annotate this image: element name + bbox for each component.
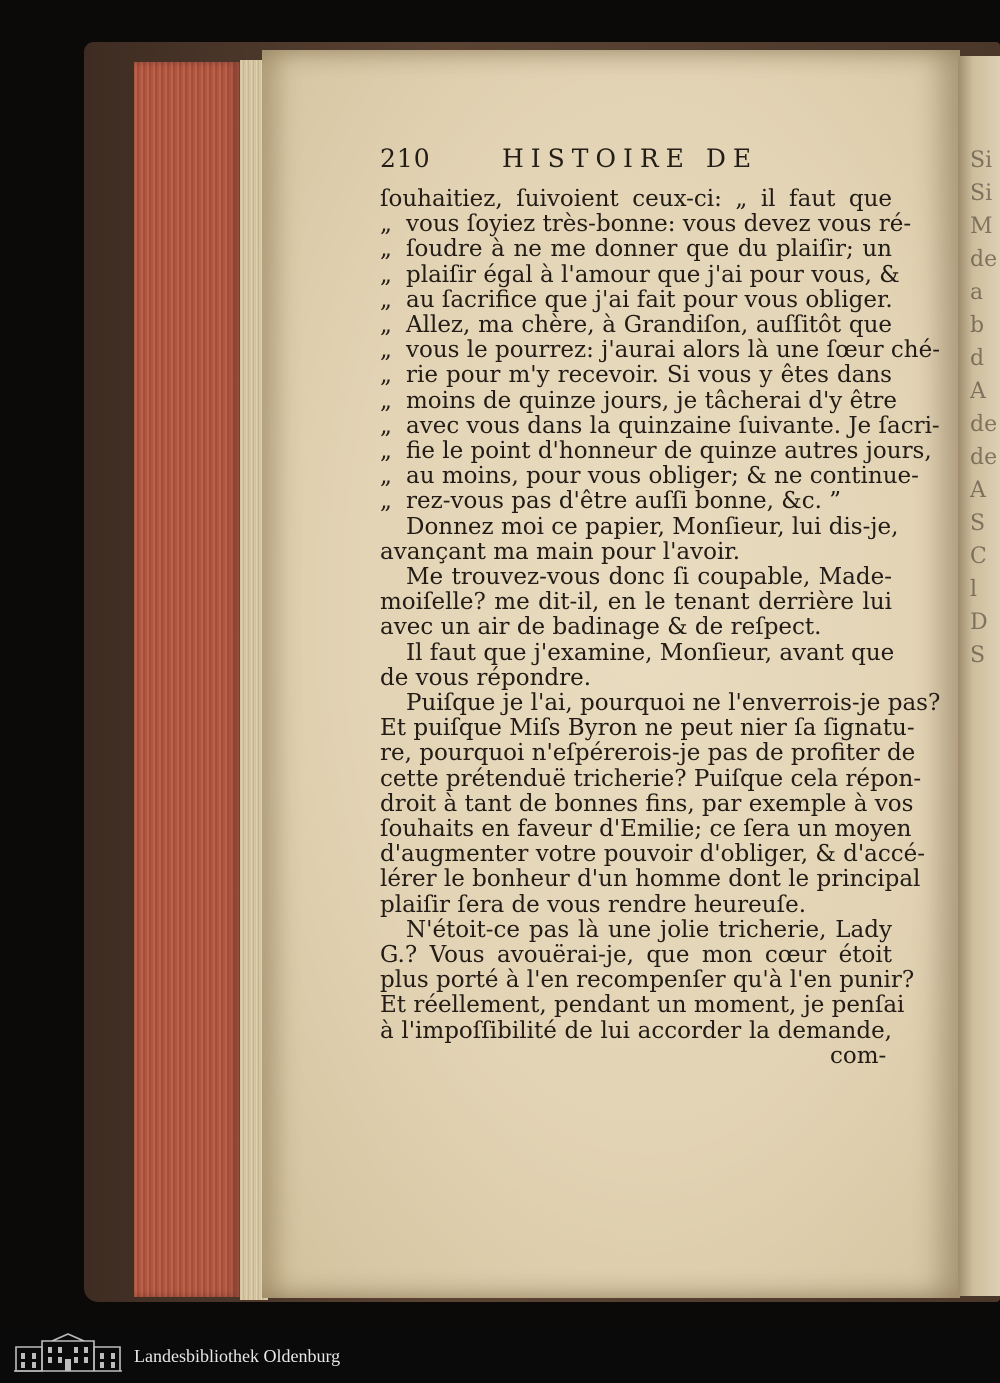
facing-page-fragment: M	[970, 214, 993, 239]
text-line: avec vous dans la quinzaine ſuivante. Je ſacri-	[406, 412, 940, 439]
text-line: avançant ma main pour l'avoir.	[380, 538, 741, 565]
text-line: ſoudre à ne me donner que du plaiſir; un	[406, 236, 892, 263]
quote-mark: „	[380, 286, 392, 313]
facing-page-fragment: b	[970, 313, 985, 338]
facing-page-fragment: a	[970, 280, 984, 305]
text-line: vous ſoyiez très-bonne: vous devez vous ré-	[406, 211, 912, 238]
facing-page-fragment: Si	[970, 181, 993, 206]
catchword: com-	[830, 1042, 887, 1069]
text-line: plus porté à l'en recompenſer qu'à l'en punir?	[380, 967, 915, 994]
text-line: re, pourquoi n'eſpérerois-je pas de profiter de	[380, 740, 916, 767]
facing-page-fragment: de	[970, 412, 998, 437]
text-line: G.? Vous avouërai-je, que mon cœur étoit	[380, 942, 892, 968]
text-line: avec un air de badinage & de reſpect.	[380, 614, 822, 641]
facing-page-fragment: de	[970, 445, 998, 470]
quote-mark: „	[380, 211, 392, 238]
text-line: lérer le bonheur d'un homme dont le principal	[380, 866, 921, 893]
text-line: rez-vous pas d'être auſſi bonne, &c. ”	[406, 488, 842, 515]
text-line: Et puiſque Miſs Byron ne peut nier ſa ſignatu-	[380, 715, 915, 742]
facing-page-fragment: Si	[970, 148, 993, 173]
text-line: vous le pourrez: j'aurai alors là une ſœur ché-	[406, 337, 940, 364]
facing-page-fragment: l	[970, 577, 978, 602]
quote-mark: „	[380, 488, 392, 515]
text-line: à l'impoſſibilité de lui accorder la demande,	[380, 1017, 892, 1044]
quote-mark: „	[380, 463, 392, 490]
text-line: Puiſque je l'ai, pourquoi ne l'enverrois-je pas?	[406, 690, 941, 716]
quote-mark: „	[380, 312, 392, 338]
facing-page-fragment: A	[970, 478, 986, 503]
quote-mark: „	[380, 337, 392, 364]
text-line: cette prétenduë tricherie? Puiſque cela répon-	[380, 765, 922, 792]
text-line: moins de quinze jours, je tâcherai d'y être	[406, 387, 898, 414]
text-line: Donnez moi ce papier, Monſieur, lui dis-je,	[406, 513, 899, 540]
text-line: Me trouvez-vous donc ſi coupable, Made-	[406, 564, 892, 590]
facing-page-fragment: S	[970, 511, 986, 536]
text-line: fie le point d'honneur de quinze autres jours,	[406, 438, 932, 464]
text-line: rie pour m'y recevoir. Si vous y êtes dans	[406, 362, 892, 389]
text-line: Il faut que j'examine, Monſieur, avant que	[406, 639, 895, 666]
running-head: HISTOIRE DE	[502, 144, 759, 173]
quote-mark: „	[380, 236, 392, 263]
footer-label: Landesbibliothek Oldenburg	[134, 1346, 341, 1366]
quote-mark: „	[380, 261, 392, 288]
text-line: de vous répondre.	[380, 664, 592, 691]
text-line: ſouhaits en faveur d'Emilie; ce ſera un moyen	[380, 816, 912, 842]
text-line: Allez, ma chère, à Grandiſon, auſſitôt que	[406, 312, 892, 338]
text-line: moiſelle? me dit-il, en le tenant derrière lui	[380, 589, 892, 616]
text-line: ſouhaitiez, ſuivoient ceux-ci: „ il faut que	[380, 186, 892, 212]
quote-mark: „	[380, 387, 392, 414]
facing-page-fragment: C	[970, 544, 987, 569]
text-line: plaiſir égal à l'amour que j'ai pour vous, &	[406, 261, 900, 288]
facing-page-fragment: A	[970, 379, 986, 404]
facing-page-fragment: S	[970, 643, 986, 668]
text-line: au moins, pour vous obliger; & ne continue-	[406, 463, 919, 490]
text-line: N'étoit-ce pas là une jolie tricherie, Lady	[406, 916, 892, 943]
quote-mark: „	[380, 438, 392, 464]
text-line: d'augmenter votre pouvoir d'obliger, & d'accé-	[380, 841, 926, 868]
text-line: Et réellement, pendant un moment, je penſai	[380, 992, 905, 1019]
page-number: 210	[380, 144, 431, 173]
text-line: plaiſir ſera de vous rendre heureuſe.	[380, 891, 807, 918]
quote-mark: „	[380, 412, 392, 439]
facing-page-fragment: d	[970, 346, 985, 371]
text-line: au ſacrifice que j'ai fait pour vous obliger.	[406, 286, 893, 313]
library-building-icon	[12, 1333, 124, 1373]
facing-page-fragment: D	[970, 610, 988, 635]
quote-mark: „	[380, 362, 392, 389]
page-edge-red	[134, 62, 240, 1297]
text-line: droit à tant de bonnes fins, par exemple à vos	[380, 790, 914, 817]
right-page-margin	[958, 56, 1000, 1296]
facing-page-fragment: de	[970, 247, 998, 272]
